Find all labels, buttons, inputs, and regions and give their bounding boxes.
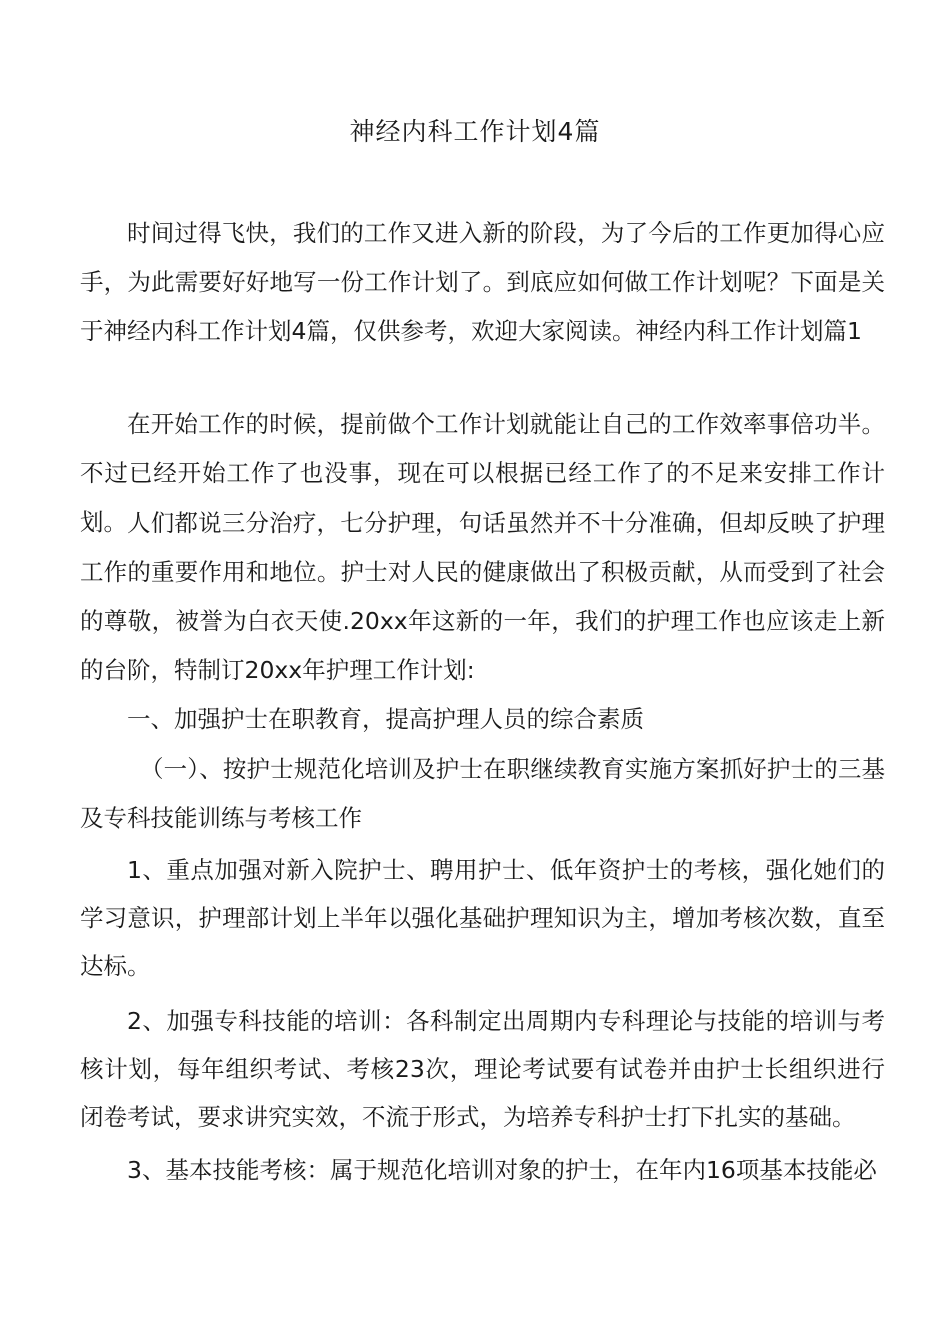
- paragraph-intro: 时间过得飞快，我们的工作又进入新的阶段，为了今后的工作更加得心应手，为此需要好好地写一份工作计划了。到底应如何做工作计划呢？下面是关于神经内科工作计划4篇，仅供参考，欢迎大家阅读。神经内科工作计划篇1: [80, 219, 885, 345]
- paragraph-start-work: 在开始工作的时候，提前做个工作计划就能让自己的工作效率事倍功半。不过已经开始工作了也没事，现在可以根据已经工作了的不足来安排工作计划。: [80, 410, 885, 536]
- heading-subsection-one: （一）、按护士规范化培训及护士在职继续教育实施方案抓好护士的三基及专科技能训练与考核工作: [80, 755, 885, 832]
- heading-section-one: 一、加强护士在职教育，提高护理人员的综合素质: [127, 705, 644, 733]
- list-item-3: 3、基本技能考核：属于规范化培训对象的护士，在年内16项基本技能必: [127, 1156, 877, 1184]
- list-item-1: 1、重点加强对新入院护士、聘用护士、低年资护士的考核，强化她们的学习意识，护理部计划上半年以强化基础护理知识为主，增加考核次数，直至达标。: [80, 856, 885, 980]
- list-item-2: 2、加强专科技能的培训：各科制定出周期内专科理论与技能的培训与考核计划，每年组织考试、考核23次，理论考试要有试卷并由护士长组织进行闭卷考试，要求讲究实效，不流于形式，为培养专科护士打下扎实的基础。: [80, 1007, 885, 1131]
- page-title: 神经内科工作计划4篇: [349, 117, 601, 146]
- paragraph-nursing-role: 人们都说三分治疗，七分护理，句话虽然并不十分准确，但却反映了护理工作的重要作用和地位。护士对人民的健康做出了积极贡献，从而受到了社会的尊敬，被誉为白衣天使.20xx年这新的一年，我们的护理工作也应该走上新的台阶，特制订20xx年护理工作计划:: [80, 509, 885, 684]
